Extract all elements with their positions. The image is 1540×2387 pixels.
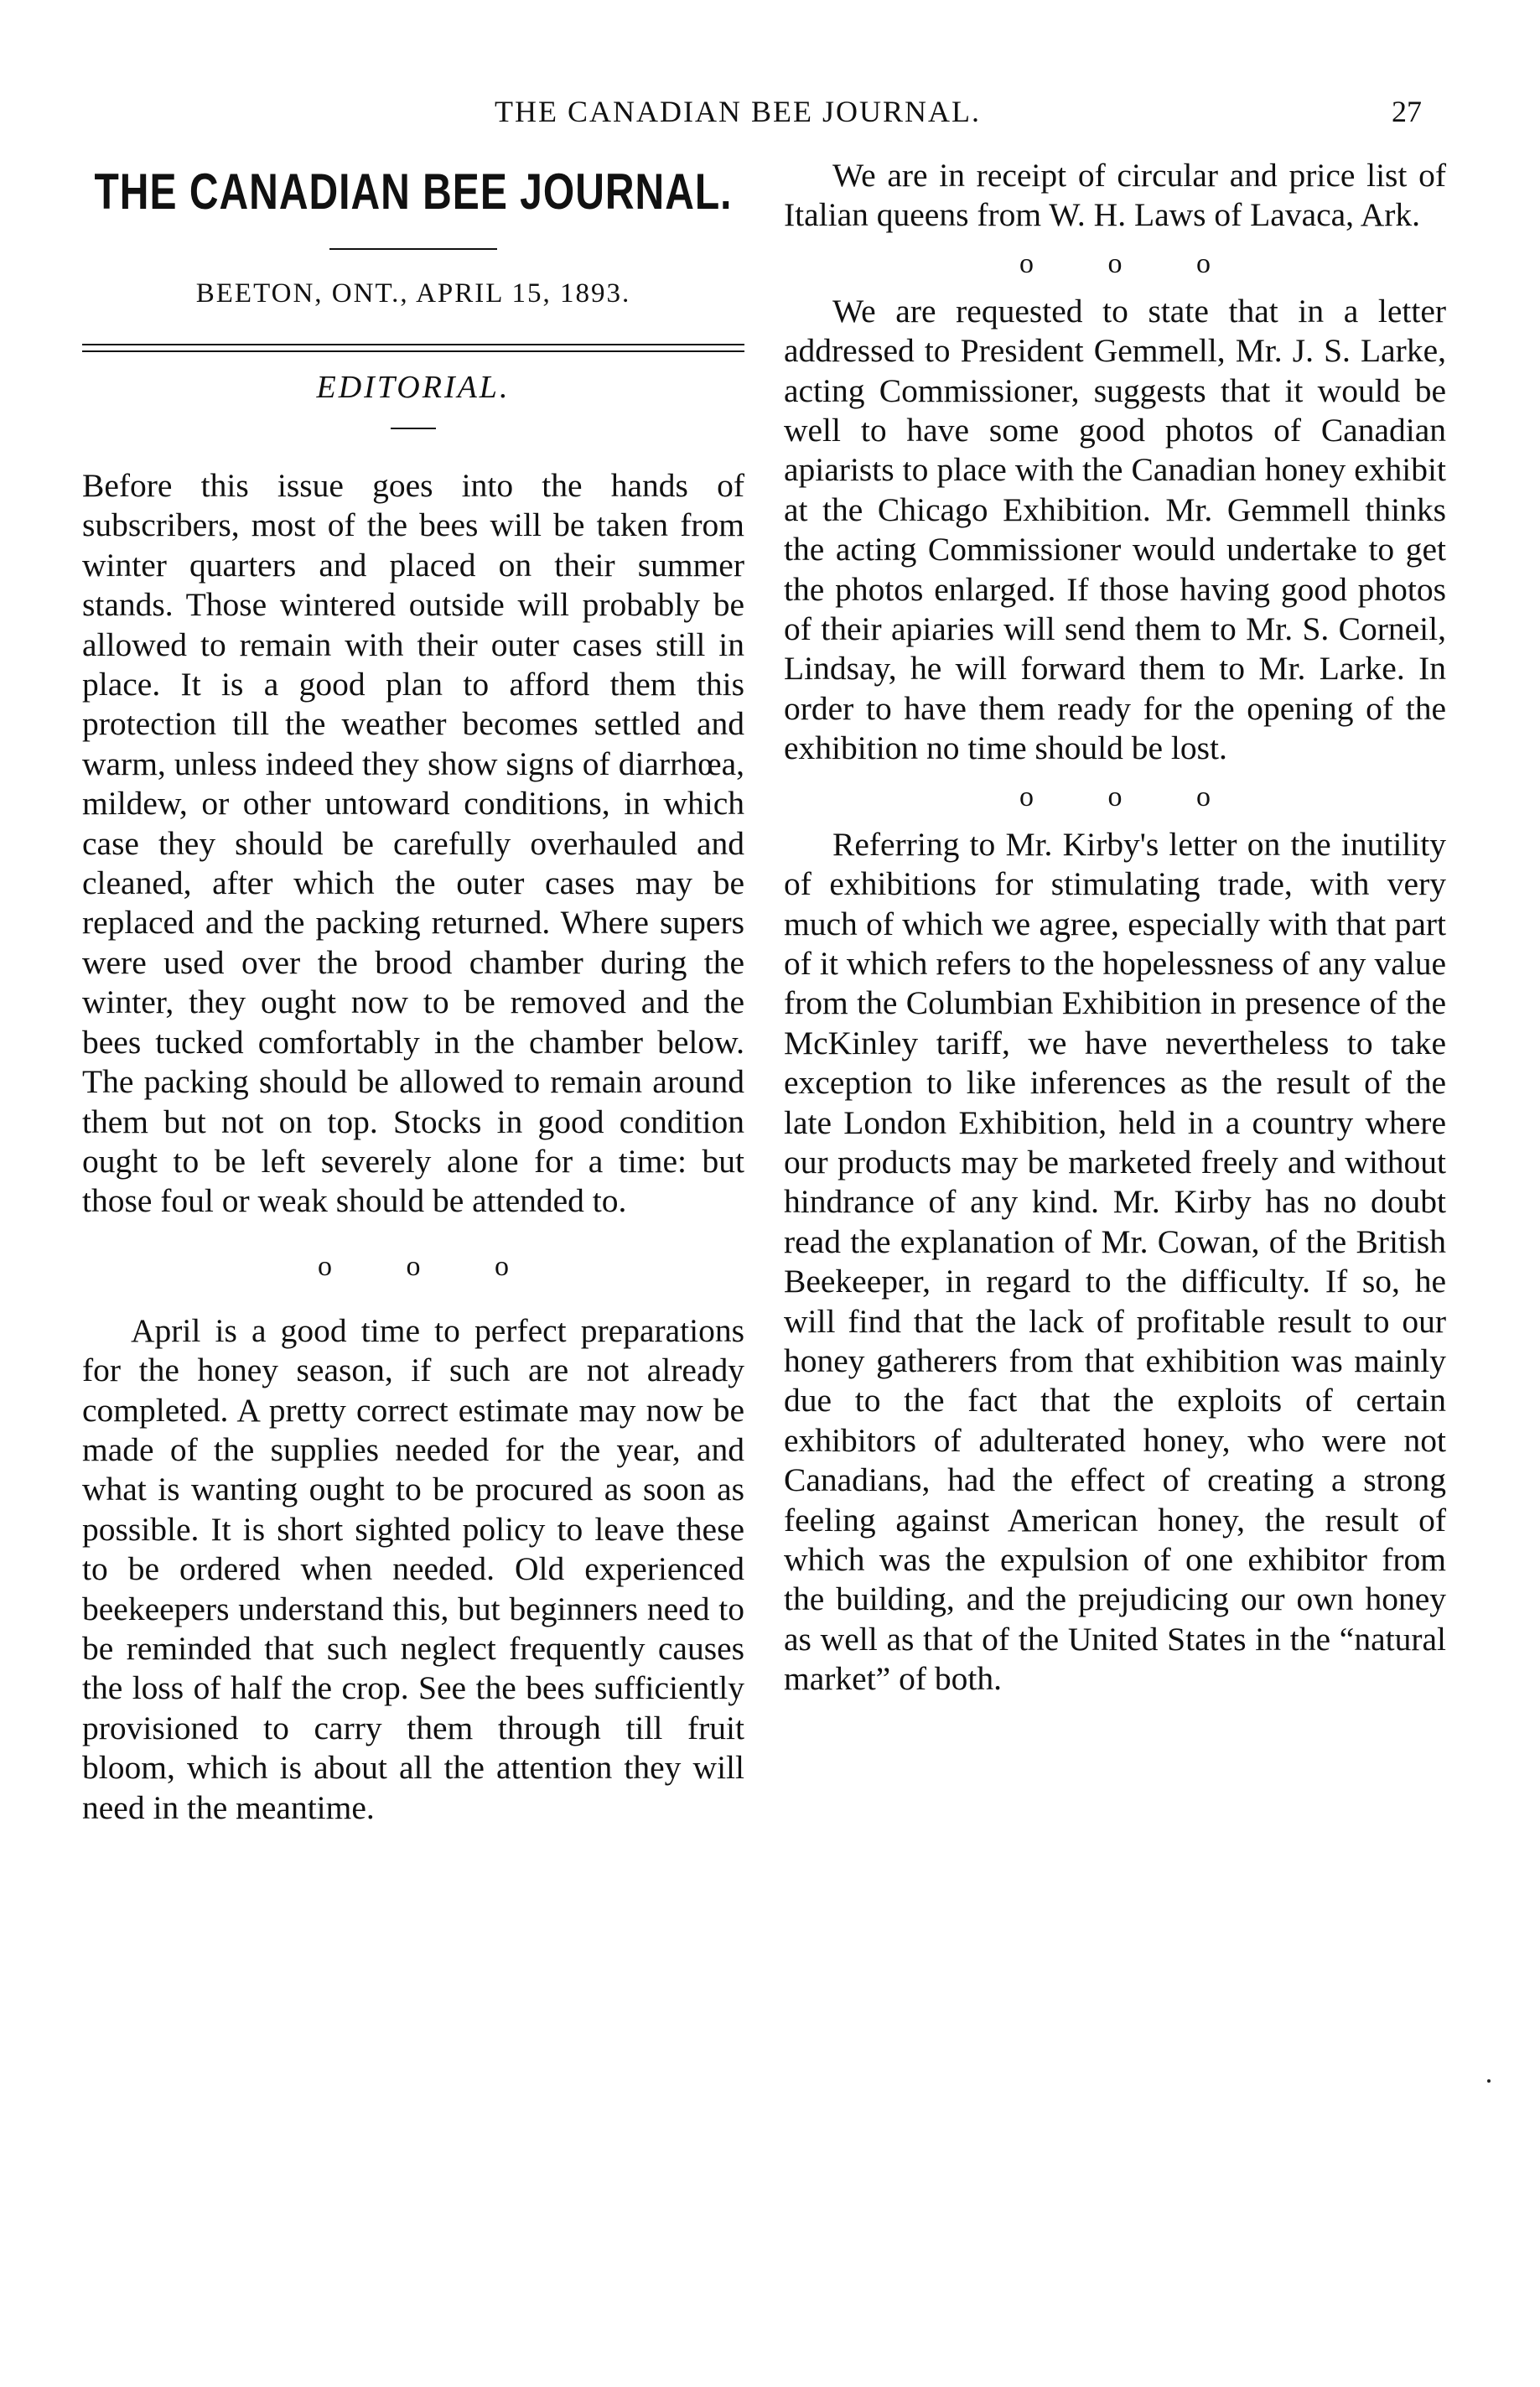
notice-italian-queens: We are in receipt of circular and price list of Italian queens from W. H. Laws of Lavaca, Ark. (784, 157, 1446, 234)
left-column (82, 161, 744, 1828)
notice-kirby-letter: Referring to Mr. Kirby's letter on the inutility of exhibitions for stimulating trade, with very much of which we agree, especially with that part of it which refers to the hopelessness of any value from the Columbian Exhibition in presence of the McKinley tariff, we have nevertheless to take exception to like inferences as the result of the late London Exhibition, held in a country where our products may be marketed freely and without hindrance of any kind. Mr. Kirby has no doubt read the explanation of Mr. Cowan, of the British Beekeeper, in regard to the difficulty. If so, he will find that the lack of profitable result to our honey gatherers from that exhibition was mainly due to the fact that the exploits of certain exhibitors of adulterated honey, who were not Canadians, had the effect of creating a strong feeling against American honey, the result of which was the expulsion of one exhibitor from the building, and the prejudicing our own honey as well as that of the United States in the “natural market” of both. (784, 825, 1446, 1698)
running-title: THE CANADIAN BEE JOURNAL. (495, 95, 981, 128)
heading-dash-divider (391, 428, 436, 429)
paragraph-separator: o o o (318, 1250, 542, 1282)
paragraph-separator: o o o (1019, 781, 1244, 812)
notice-apiarist-photos: We are requested to state that in a letter addressed to President Gemmell, Mr. J. S. Larke, acting Commissioner, suggests that it would be well to have some good photos of Canadian apiarists to place with the Canadian honey exhibit at the Chicago Exhibition. Mr. Gemmell thinks the acting Commissioner would undertake to get the photos enlarged. If those having good photos of their apiaries will send them to Mr. S. Corneil, Lindsay, he will forward them to Mr. Larke. In order to have them ready for the opening of the exhibition no time should be lost. (784, 292, 1446, 767)
right-column (784, 156, 1446, 1699)
print-speck (1487, 2079, 1491, 2083)
page-number: 27 (1392, 95, 1422, 128)
masthead-title: THE CANADIAN BEE JOURNAL. (94, 164, 733, 221)
masthead-rule (329, 248, 497, 250)
editorial-paragraph-spring-stands: Before this issue goes into the hands of subscribers, most of the bees will be taken from winter quarters and placed on their summer stands. Those wintered outside will probably be allowed to remain with their outer cases still in place. It is a good plan to afford them this protection till the weather becomes settled and warm, unless indeed they show signs of diarrhœa, mildew, or other untoward conditions, in which case they should be carefully overhauled and cleaned, after which the outer cases may be replaced and the packing returned. Where supers were used over the brood chamber during the winter, they ought now to be removed and the bees tucked comfortably in the chamber below. The packing should be allowed to remain around them but not on top. Stocks in good condition ought to be left severely alone for a time: but those foul or weak should be attended to. (82, 467, 744, 1220)
running-head (0, 94, 1540, 144)
editorial-heading: EDITORIAL. (316, 370, 511, 405)
editorial-paragraph-april-preparations: April is a good time to perfect preparations for the honey season, if such are not already completed. A pretty correct estimate may now be made of the supplies needed for the year, and what is wanting ought to be procured as soon as possible. It is short sighted policy to leave these to be ordered when needed. Old experienced beekeepers understand this, but beginners need to be reminded that such neglect frequently causes the loss of half the crop. See the bees sufficiently provisioned to carry them through till fruit bloom, which is about all the attention they will need in the meantime. (82, 1311, 744, 1826)
dateline: BEETON, ONT., APRIL 15, 1893. (195, 278, 631, 309)
double-rule-divider (82, 344, 744, 352)
paragraph-separator: o o o (1019, 247, 1244, 279)
